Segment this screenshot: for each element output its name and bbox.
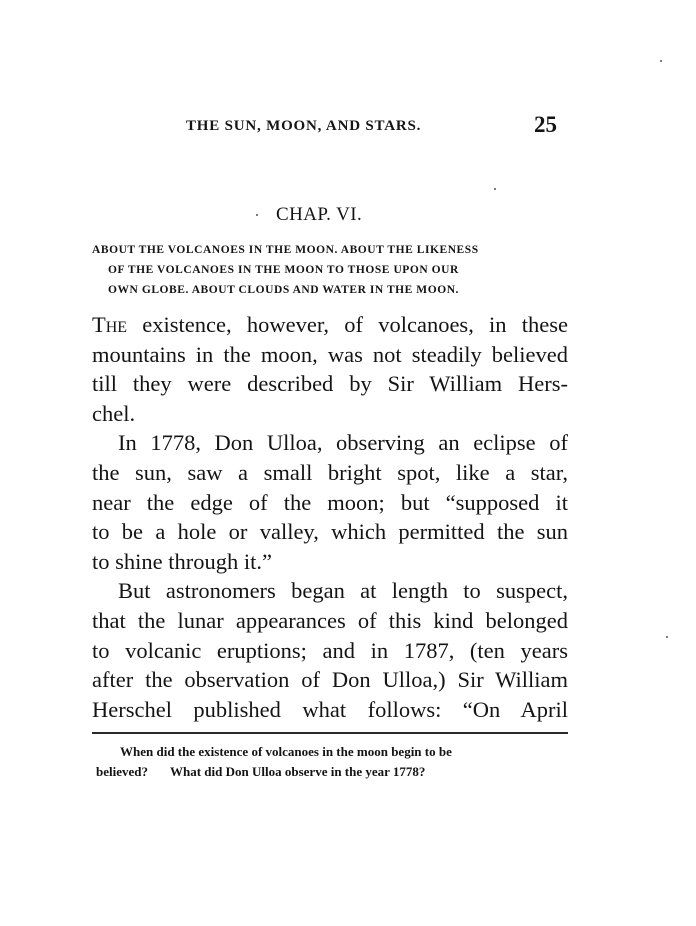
body-line: to volcanic eruptions; and in 1787, (ten years bbox=[92, 637, 568, 663]
scan-speck bbox=[494, 188, 496, 190]
body-line: Herschel published what follows: “On April bbox=[92, 696, 568, 722]
body-line: mountains in the moon, was not steadily believed bbox=[92, 341, 568, 367]
footnote-text: believed? bbox=[96, 764, 148, 779]
footnote-line bbox=[96, 762, 568, 782]
body-line: after the observation of Don Ulloa,) Sir William bbox=[92, 667, 568, 693]
footnote-line: When did the existence of volcanoes in the moon begin to be bbox=[120, 744, 452, 759]
lead-word: The bbox=[92, 312, 128, 337]
body-line: near the edge of the moon; but “supposed it bbox=[92, 489, 568, 515]
running-head-title: THE SUN, MOON, AND STARS. bbox=[186, 118, 422, 134]
body-line: the sun, saw a small bright spot, like a star, bbox=[92, 459, 568, 485]
page-number: 25 bbox=[534, 112, 557, 137]
footnote-text: What did Don Ulloa observe in the year 1778? bbox=[170, 764, 426, 779]
footnote-questions bbox=[96, 742, 568, 782]
body-line: But astronomers began at length to suspect, bbox=[118, 578, 568, 604]
scan-speck bbox=[256, 214, 258, 216]
body-line: till they were described by Sir William Hers- bbox=[92, 371, 568, 397]
body-line: to shine through it.” bbox=[92, 548, 272, 574]
footnote-rule bbox=[92, 732, 568, 734]
body-line: to be a hole or valley, which permitted the sun bbox=[92, 519, 568, 545]
body-line bbox=[92, 310, 568, 340]
chapter-title: CHAP. VI. bbox=[276, 204, 363, 225]
body-line: In 1778, Don Ulloa, observing an eclipse of bbox=[118, 430, 568, 456]
body-line-text: existence, however, of volcanoes, in these bbox=[127, 312, 568, 337]
body-text bbox=[92, 310, 568, 724]
body-line: chel. bbox=[92, 400, 136, 426]
chapter-summary-line: OF THE VOLCANOES IN THE MOON TO THOSE UPON OUR bbox=[108, 264, 459, 276]
scan-speck bbox=[666, 636, 668, 638]
chapter-summary bbox=[92, 240, 574, 300]
chapter-summary-line: ABOUT THE VOLCANOES IN THE MOON. ABOUT THE LIKENESS bbox=[92, 244, 479, 256]
chapter-summary-line: OWN GLOBE. ABOUT CLOUDS AND WATER IN THE MOON. bbox=[108, 284, 459, 296]
scan-speck bbox=[660, 60, 662, 62]
body-line: that the lunar appearances of this kind belonged bbox=[92, 607, 568, 633]
